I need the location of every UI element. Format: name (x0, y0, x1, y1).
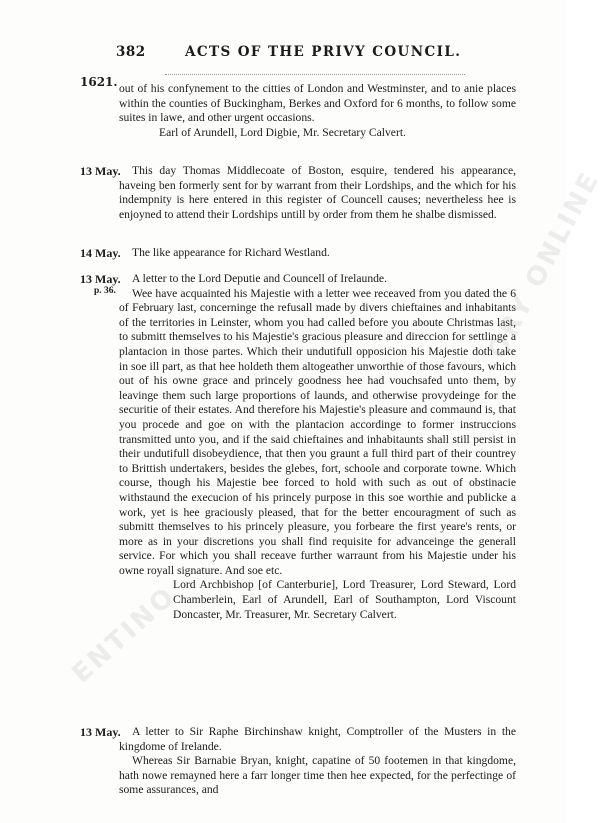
entry-heading: A letter to the Lord Deputie and Councell of Irelaunde. (132, 272, 387, 285)
entry-date: 13 May. (80, 164, 121, 178)
entry-date: 14 May. (80, 246, 121, 260)
entry-text: Wee have acquainted his Majestie with a letter wee receaved from you dated the 6 of February last, concerninge the refusall made by divers chieftaines and inhabitants of the territories in Leinster, whom you had called before you aboute Christmas last, to submitt themselves to his Majestie's gracious pleasure and direccion for settlinge a plantacion in those partes. Which their undutifull opposicion his Majestie doth take in soe ill part, as that hee holdeth them altogeather unworthie of those favours, which out of his owne grace and princely goodness hee had vouchsafed unto them, by leavinge them such large proportions of launds, and otherwise provydeinge for the securitie of their estates. And therefore his Majestie's pleasure and commaund is, that you procede and goe on with the plantacion accordinge to former instruccions transmitted unto you, and if the said chieftaines and inhabitaunts shall still persist in their undutifull disobeydience, that then you graunt a full third part of their countrey to Brittish undertakers, besides the glebes, fort, schoole and corporate towne. Which course, though his Majestie bee forced to hold with such as out of obstinacie withstaund the execucion of his princely purpose in this soe worthie and publicke a work, yet is hee graciously pleased, that for the better encouragment of such as submitt themselves to his princely pleasure, you forbeare the first yeare's rents, or more as in your discretions you shall find requisite for advanceinge the generall service. For which you shall receave further warraunt from his Majestie under his owne royall signature. And soe etc. (119, 286, 516, 577)
entry-text: The like appearance for Richard Westland. (132, 246, 330, 259)
entry-letter-birchinshaw (119, 725, 516, 798)
entry-text: This day Thomas Middlecoate of Boston, esquire, tendered his appearance, haveing ben formerly sent for by warrant from their Lordships, and the which for his indempnity is here entered in this register of Councell causes; nevertheless hee is enjoyned to attend their Lordships untill by order from them he shalbe dismissed. (119, 164, 516, 221)
page-reference: p. 36. (94, 286, 116, 296)
entry-date: 13 May. (80, 272, 121, 286)
entry-middlecoate (119, 164, 516, 222)
watermark-right: ORY ONLINE (481, 166, 606, 364)
header-rule (165, 74, 465, 75)
page-number: 382 (116, 44, 146, 60)
signatories: Lord Archbishop [of Canterburie], Lord Treasurer, Lord Steward, Lord Chamberlein, Earl of Arundell, Earl of Southampton, Lord Viscount Doncaster, Mr. Treasurer, Mr. Secretary Calvert. (173, 578, 516, 621)
margin-year: 1621. (80, 75, 118, 89)
page-header (0, 44, 567, 64)
entry-date: 13 May. (80, 725, 121, 739)
entry-heading: A letter to Sir Raphe Birchinshaw knight, Comptroller of the Musters in the kingdome of Irelande. (119, 725, 516, 753)
running-title: ACTS OF THE PRIVY COUNCIL. (185, 44, 462, 60)
entry-text: Whereas Sir Barnabie Bryan, knight, capatine of 50 footemen in that kingdome, hath nowe remayned here a farr longer time then hee expected, for the perfectinge of some assurances, and (119, 754, 516, 797)
watermark-left: ENTINO (66, 580, 183, 690)
entry-text: out of his confynement to the citties of London and Westminster, and to anie places within the counties of Buckingham, Berkes and Oxford for 6 months, to follow some suites in lawe, and other urgent occasions. (119, 82, 516, 125)
entry-letter-ireland (119, 272, 516, 622)
signatories: Earl of Arundell, Lord Digbie, Mr. Secretary Calvert. (159, 125, 406, 139)
entry-westland (119, 246, 516, 261)
entry-continuation (119, 82, 516, 140)
